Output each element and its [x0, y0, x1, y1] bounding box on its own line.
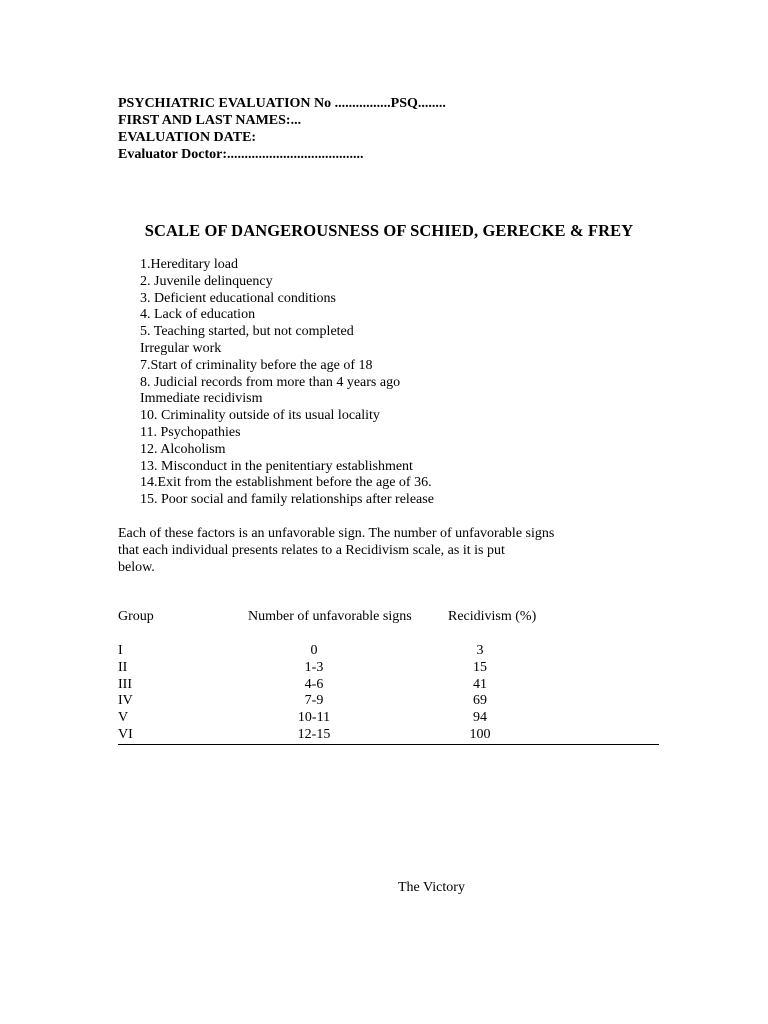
table-bottom-rule — [118, 744, 659, 745]
group-cell: IV — [118, 693, 133, 709]
group-cell: V — [118, 710, 129, 726]
evaluator-doctor-line: Evaluator Doctor:....................................... — [118, 147, 364, 162]
group-cell: III — [118, 676, 132, 692]
explanation-paragraph — [118, 525, 608, 576]
table-row — [118, 677, 659, 694]
factor-item: 4. Lack of education — [140, 307, 256, 323]
recidivism-cell: 94 — [473, 710, 487, 726]
factor-item: 14.Exit from the establishment before the age of 36. — [140, 475, 432, 491]
table-row — [118, 693, 659, 710]
factor-list — [140, 257, 434, 509]
recidivism-cell: 15 — [473, 659, 487, 675]
factor-item: 12. Alcoholism — [140, 441, 226, 457]
factor-item: Irregular work — [140, 340, 222, 356]
paragraph-line: Each of these factors is an unfavorable sign. The number of unfavorable signs — [118, 526, 555, 541]
evaluation-header — [118, 95, 446, 163]
paragraph-line: that each individual presents relates to a Recidivism scale, as it is put — [118, 543, 505, 558]
signs-cell: 0 — [310, 643, 318, 658]
factor-item: 5. Teaching started, but not completed — [140, 324, 354, 340]
factor-item: 2. Juvenile delinquency — [140, 273, 273, 289]
group-cell: I — [118, 643, 123, 658]
table-row — [118, 710, 659, 727]
factor-item: 8. Judicial records from more than 4 years ago — [140, 374, 401, 390]
signs-cell: 12-15 — [297, 726, 331, 742]
header-group: Group — [118, 609, 154, 624]
recidivism-cell: 69 — [473, 693, 487, 709]
factor-item: 11. Psychopathies — [140, 424, 241, 440]
table-header-row — [118, 609, 659, 643]
header-recidivism: Recidivism (%) — [448, 609, 537, 624]
table-row — [118, 727, 659, 744]
factor-item: 13. Misconduct in the penitentiary establishment — [140, 458, 413, 474]
group-cell: VI — [118, 726, 133, 742]
factor-item: 15. Poor social and family relationships after release — [140, 492, 434, 508]
factor-item: Immediate recidivism — [140, 391, 263, 407]
recidivism-cell: 100 — [469, 726, 491, 742]
recidivism-cell: 3 — [476, 643, 484, 658]
factor-item: 7.Start of criminality before the age of 18 — [140, 357, 373, 373]
recidivism-table — [118, 609, 659, 744]
signs-cell: 1-3 — [304, 659, 324, 675]
signs-cell: 7-9 — [304, 693, 324, 709]
signs-cell: 10-11 — [297, 710, 331, 726]
factor-item: 1.Hereditary load — [140, 257, 238, 272]
signature-text: The Victory — [398, 880, 465, 895]
document-title: SCALE OF DANGEROUSNESS OF SCHIED, GERECKE & FREY — [144, 221, 634, 240]
evaluation-number-line: PSYCHIATRIC EVALUATION No ................PSQ........ — [118, 96, 446, 111]
factor-item: 3. Deficient educational conditions — [140, 290, 336, 306]
paragraph-line: below. — [118, 560, 155, 575]
table-row — [118, 643, 659, 660]
signs-cell: 4-6 — [304, 676, 324, 692]
group-cell: II — [118, 659, 128, 675]
document-title-wrapper — [0, 221, 768, 241]
names-line: FIRST AND LAST NAMES:... — [118, 113, 302, 128]
header-unfavorable-signs: Number of unfavorable signs — [248, 609, 412, 624]
factor-item: 10. Criminality outside of its usual locality — [140, 408, 380, 424]
table-row — [118, 660, 659, 677]
recidivism-cell: 41 — [473, 676, 487, 692]
evaluation-date-line: EVALUATION DATE: — [118, 130, 257, 145]
